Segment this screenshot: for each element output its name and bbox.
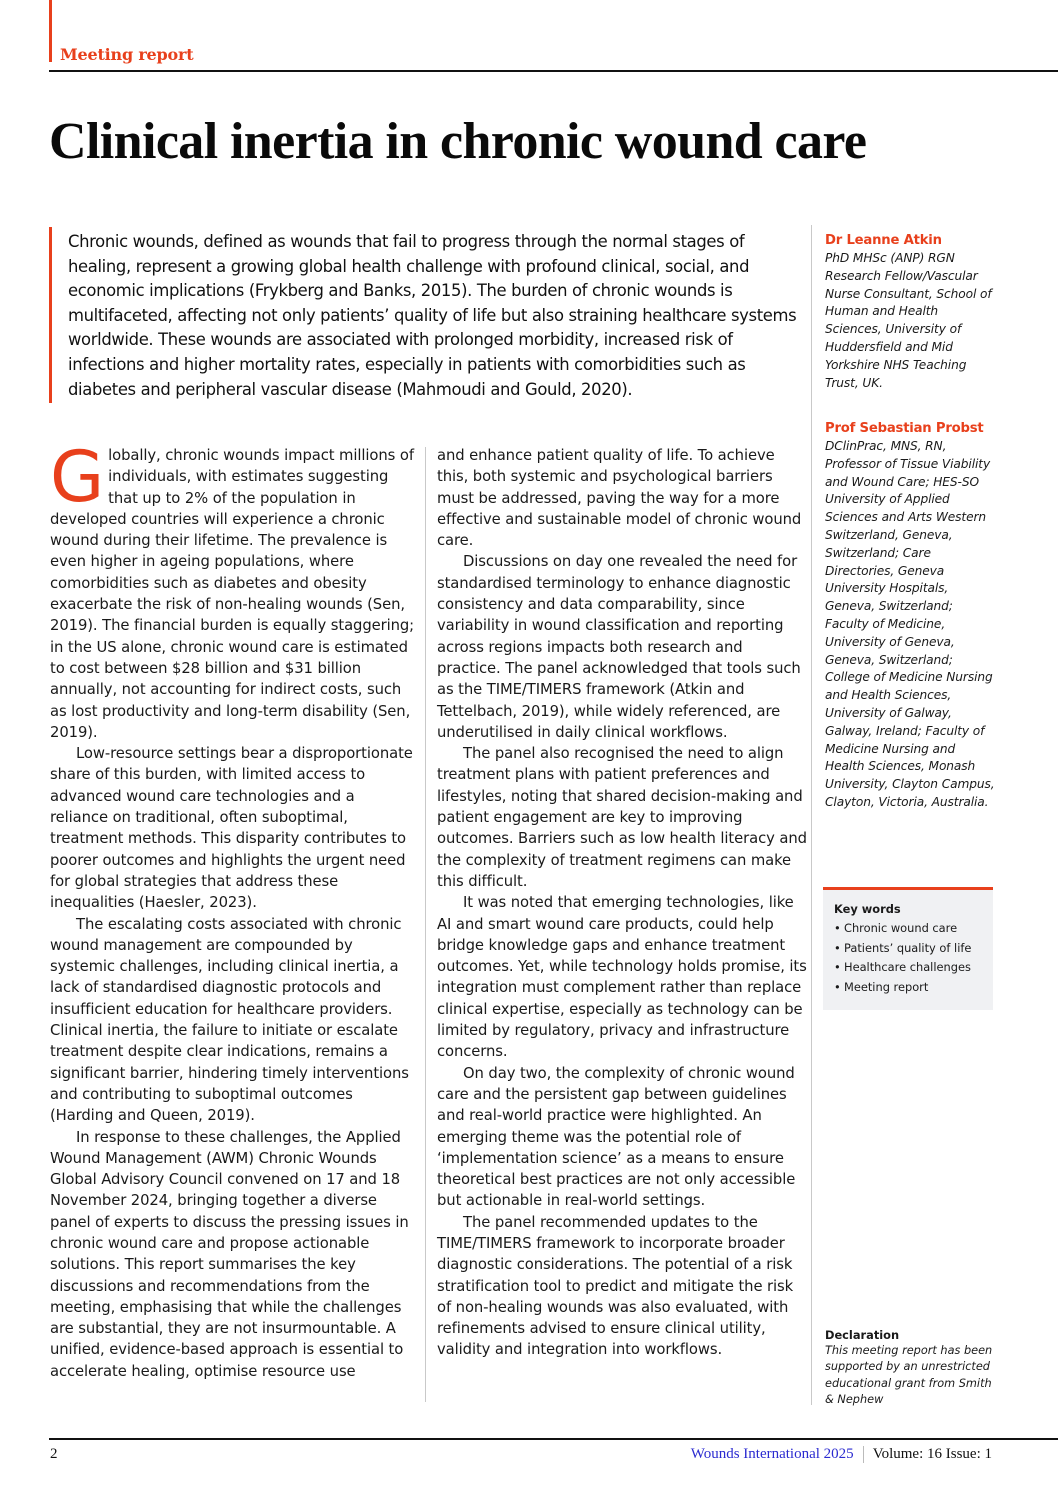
body-column-2 bbox=[437, 445, 807, 1361]
keywords-title: Key words bbox=[834, 902, 901, 916]
body-paragraph: On day two, the complexity of chronic wound care and the persistent gap between guidelines and real-world practice were highlighted. An emerging theme was the potential role of ‘implementation science’ as a means to ensure theoretical best practices are not only accessible but actionable in real-world settings. bbox=[437, 1064, 796, 1210]
footer-rule bbox=[49, 1438, 1058, 1440]
section-label: Meeting report bbox=[60, 45, 194, 64]
body-paragraph: Discussions on day one revealed the need for standardised terminology to enhance diagnostic consistency and data comparability, since variability in wound classification and reporting across regions impacts both research and practice. The panel acknowledged that tools such as the TIME/TIMERS framework (Atkin and Tettelbach, 2019), while widely referenced, are underutilised in daily clinical workflows. bbox=[437, 553, 801, 741]
author-affiliation: DClinPrac, MNS, RN, Professor of Tissue Viability and Wound Care; HES-SO University of Applied Sciences and Arts Western Switzerland, Geneva, Switzerland; Care Directories, Geneva University Hospitals, Geneva, Switzerland; Faculty of Medicine, University of Geneva, Geneva, Switzerland; College of Medicine Nursing and Health Sciences, University of Galway, Galway, Ireland; Faculty of Medicine Nursing and Health Sciences, Monash University, Clayton Campus, Clayton, Victoria, Australia. bbox=[825, 439, 995, 809]
body-paragraph: The panel also recognised the need to align treatment plans with patient preferences and lifestyles, noting that shared decision-making and patient engagement are key to improving outcomes. Barriers such as low health literacy and the complexity of treatment regimens can make this difficult. bbox=[437, 745, 807, 890]
sidebar-divider bbox=[811, 225, 812, 1405]
bullet-icon: • bbox=[834, 979, 841, 994]
header-rule bbox=[49, 70, 1058, 72]
body-paragraph: The escalating costs associated with chronic wound management are compounded by systemic challenges, including clinical inertia, a lack of standardised diagnostic protocols and insufficient education for healthcare providers. Clinical inertia, the failure to initiate or escalate treatment despite clear indications, remains a significant barrier, hindering timely interventions and contributing to suboptimal outcomes (Harding and Queen, 2019). bbox=[50, 915, 409, 1125]
keyword-item: • Healthcare challenges bbox=[834, 958, 982, 978]
footer-separator bbox=[863, 1446, 864, 1463]
keyword-item: • Chronic wound care bbox=[834, 919, 982, 939]
abstract: Chronic wounds, defined as wounds that fail to progress through the normal stages of healing, represent a growing global health challenge with profound clinical, social, and economic implications (Frykberg and Banks, 2015). The burden of chronic wounds is multifaceted, affecting not only patients’ quality of life but also straining healthcare systems worldwide. These wounds are associated with prolonged morbidity, increased risk of infections and higher mortality rates, especially in patients with comorbidities such as diabetes and peripheral vascular disease (Mahmoudi and Gould, 2020). bbox=[68, 232, 797, 399]
body-column-1 bbox=[50, 436, 415, 1382]
declaration-title: Declaration bbox=[825, 1328, 900, 1342]
body-paragraph: Globally, chronic wounds impact millions of individuals, with estimates suggesting that up to 2% of the population in developed countries will experience a chronic wound during their lifetime. The prevalence is even higher in ageing populations, where comorbidities such as diabetes and obesity exacerbate the risk of non-healing wounds (Sen, 2019). The financial burden is equally staggering; in the US alone, chronic wound care is estimated to cost between $28 billion and $31 billion annually, not accounting for indirect costs, such as lost productivity and long-term disability (Sen, 2019). bbox=[50, 436, 415, 741]
journal-link[interactable]: Wounds International 2025 bbox=[690, 1446, 854, 1462]
author-name: Prof Sebastian Probst bbox=[825, 421, 984, 436]
volume-issue: Volume: 16 Issue: 1 bbox=[872, 1446, 992, 1462]
dropcap: G bbox=[50, 436, 105, 518]
declaration bbox=[825, 1327, 1000, 1408]
body-paragraph: It was noted that emerging technologies, like AI and smart wound care products, could help bridge knowledge gaps and enhance treatment outcomes. Yet, while technology holds promise, its integration must complement rather than replace clinical expertise, especially as technology can be limited by regulatory, privacy and infrastructure concerns. bbox=[437, 894, 807, 1061]
abstract-accent-bar bbox=[49, 227, 52, 403]
bullet-icon: • bbox=[834, 940, 841, 955]
body-paragraph: and enhance patient quality of life. To achieve this, both systemic and psychological barriers must be addressed, paving the way for a more effective and sustainable model of chronic wound care. bbox=[437, 447, 802, 550]
declaration-text: This meeting report has been supported by an unrestricted educational grant from Smith & Nephew bbox=[825, 1344, 993, 1406]
page-number: 2 bbox=[50, 1446, 58, 1462]
body-paragraph: Low-resource settings bear a disproportionate share of this burden, with limited access to advanced wound care technologies and a reliance on traditional, often suboptimal, treatment methods. This disparity contributes to poorer outcomes and highlights the urgent need for global strategies that address these inequalities (Haesler, 2023). bbox=[50, 745, 413, 912]
author-affiliation: PhD MHSc (ANP) RGN Research Fellow/Vascular Nurse Consultant, School of Human and Health Sciences, University of Huddersfield and Mid Yorkshire NHS Teaching Trust, UK. bbox=[825, 251, 992, 390]
author-block bbox=[825, 232, 995, 392]
keyword-item: • Meeting report bbox=[834, 978, 982, 998]
footer-citation bbox=[691, 1446, 992, 1463]
column-divider bbox=[425, 447, 426, 1402]
bullet-icon: • bbox=[834, 960, 841, 975]
keywords-box bbox=[823, 887, 993, 1010]
article-title: Clinical inertia in chronic wound care bbox=[49, 113, 867, 170]
keyword-item: • Patients’ quality of life bbox=[834, 939, 982, 959]
author-block bbox=[825, 420, 995, 812]
bullet-icon: • bbox=[834, 921, 841, 935]
body-paragraph: The panel recommended updates to the TIME/TIMERS framework to incorporate broader diagnostic considerations. The potential of a risk stratification tool to predict and mitigate the risk of non-healing wounds was also evaluated, with refinements advised to ensure clinical utility, validity and integration into workflows. bbox=[437, 1213, 794, 1359]
body-paragraph: In response to these challenges, the Applied Wound Management (AWM) Chronic Wounds Global Advisory Council convened on 17 and 18 November 2024, bringing together a diverse panel of experts to discuss the pressing issues in chronic wound care and propose actionable solutions. This report summarises the key discussions and recommendations from the meeting, emphasising that while the challenges are substantial, they are not insurmountable. A unified, evidence-based approach is essential to accelerate healing, optimise resource use bbox=[50, 1128, 409, 1380]
author-name: Dr Leanne Atkin bbox=[825, 233, 942, 248]
section-accent-bar bbox=[49, 0, 52, 62]
